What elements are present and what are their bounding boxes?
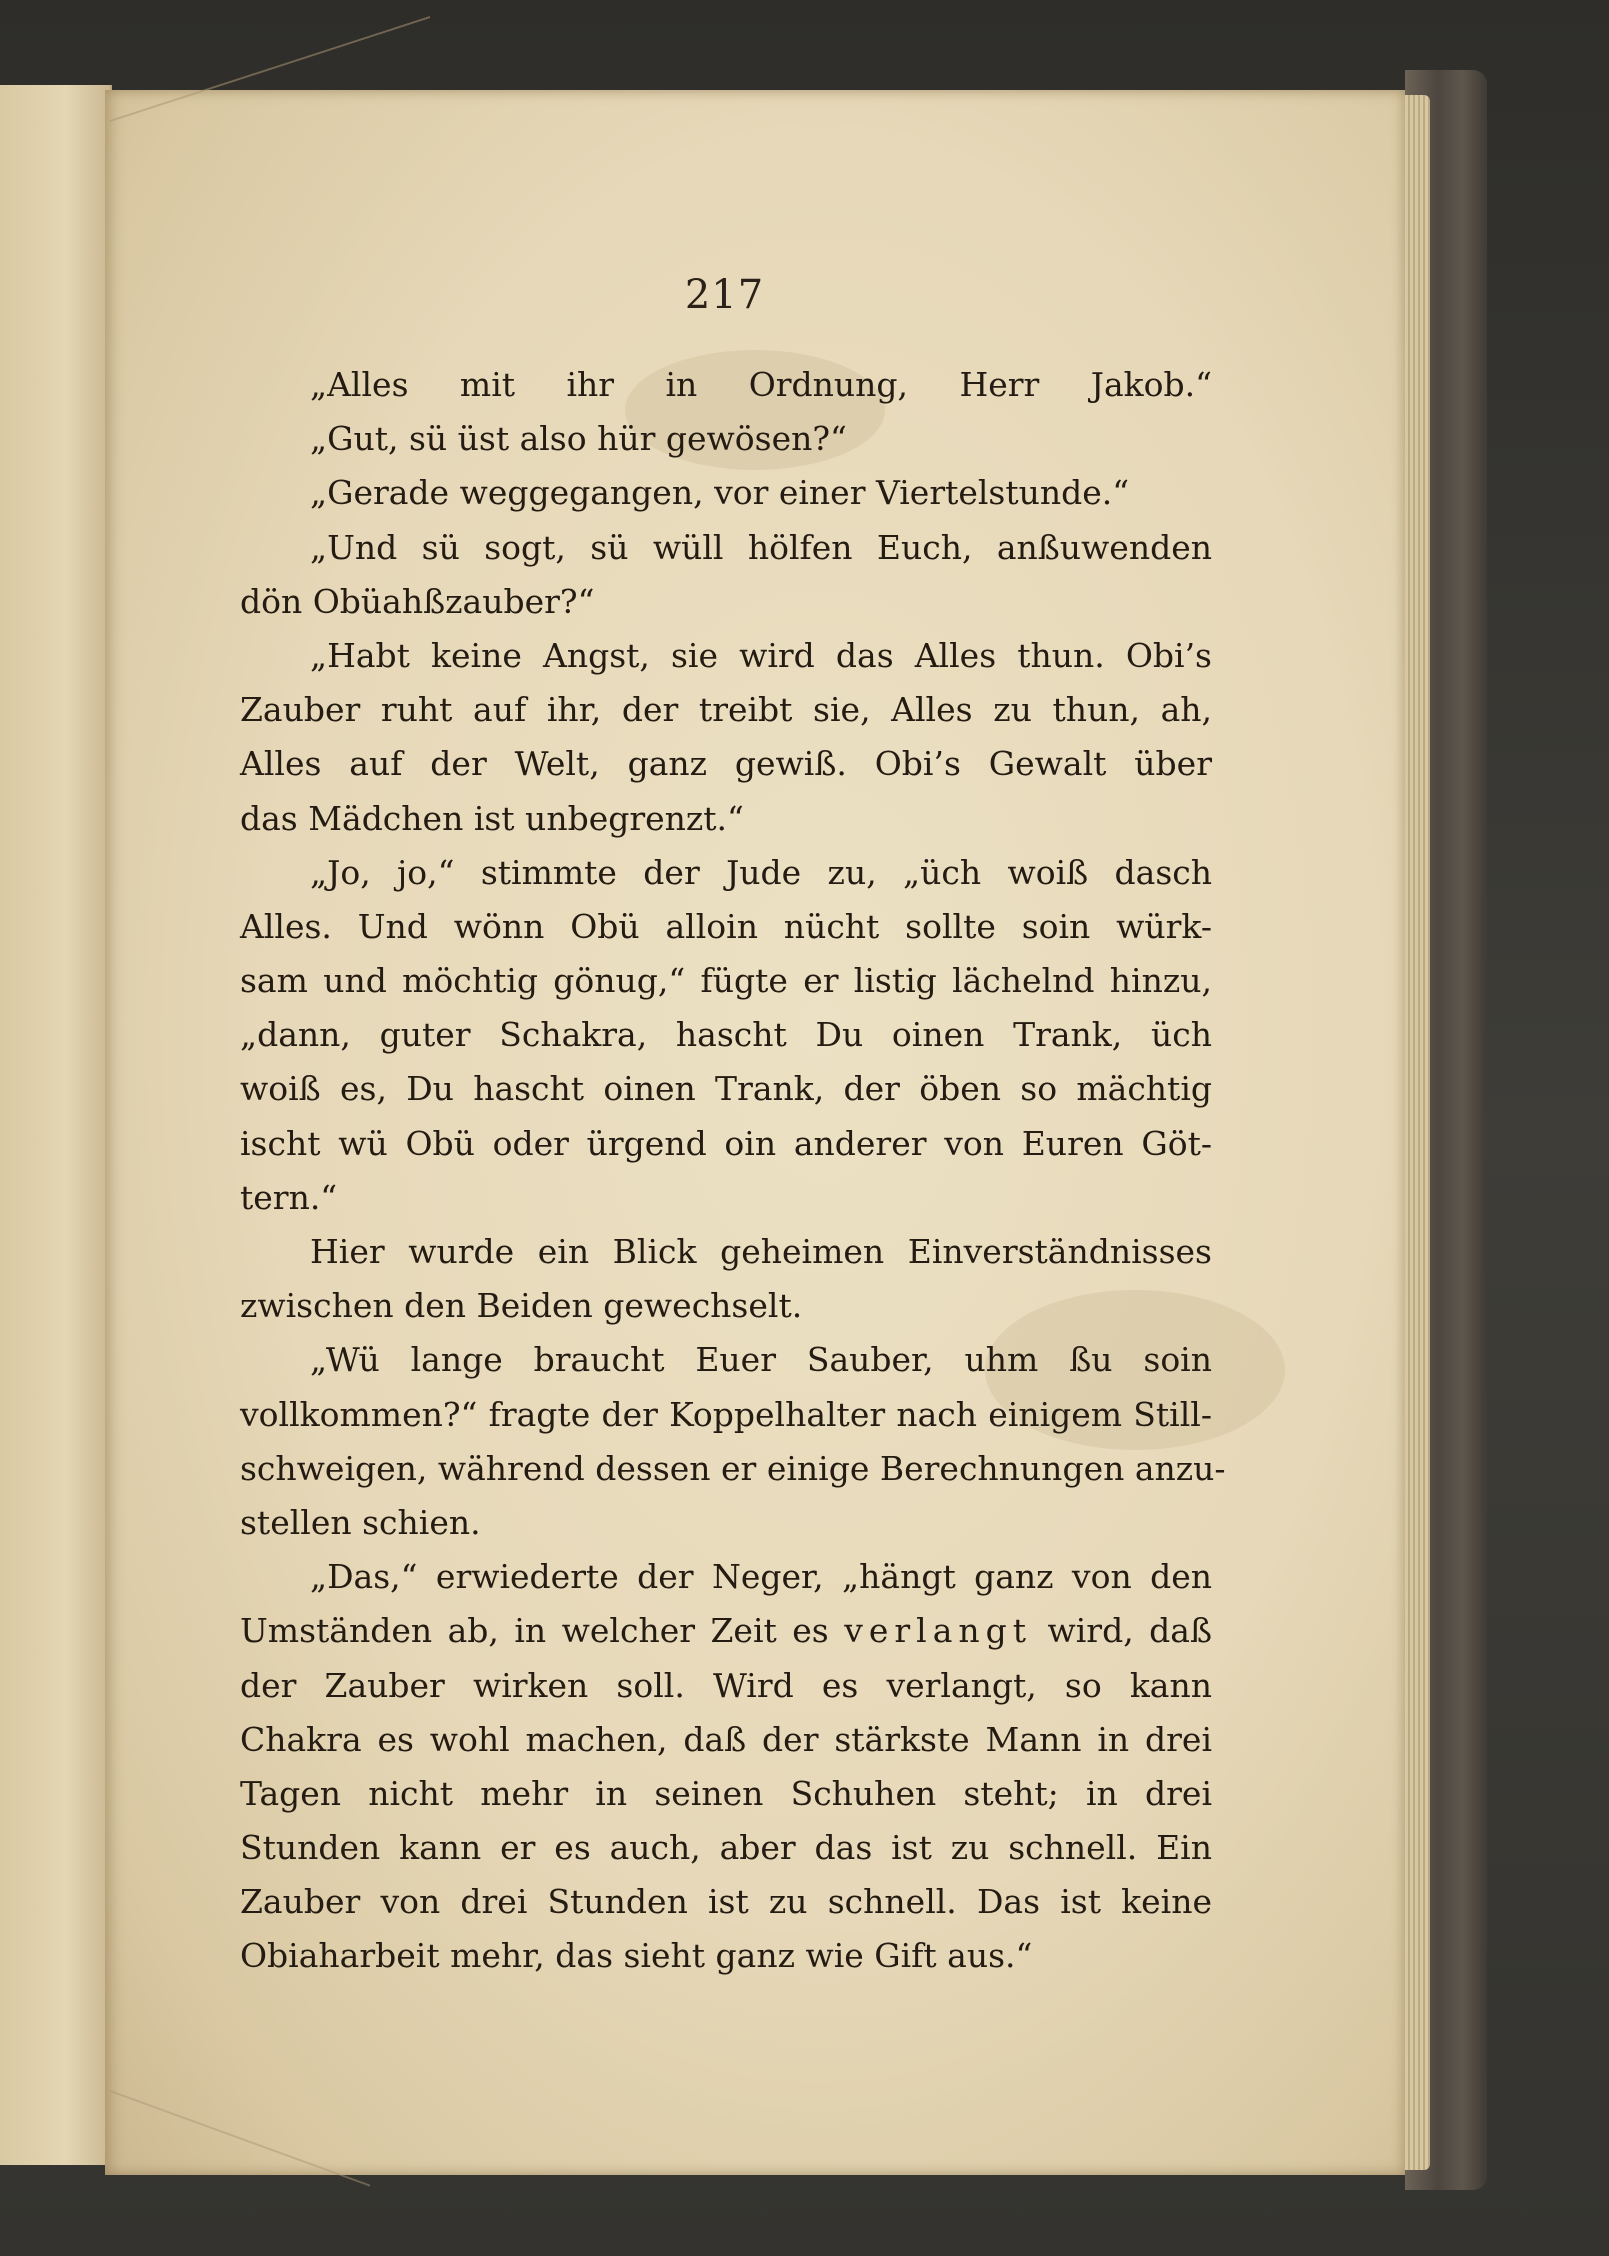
text-line: Zauber von drei Stunden ist zu schnell. Das ist keine (240, 1882, 1212, 1922)
text-line: „Gut, sü üst also hür gewösen?“ (310, 419, 847, 459)
text-segment: wird, daß (1047, 1611, 1213, 1651)
text-line: der Zauber wirken soll. Wird es verlangt, so kann (240, 1665, 1212, 1705)
text-line: Hier wurde ein Blick geheimen Einverständnisses (310, 1232, 1212, 1271)
text-line: zwischen den Beiden gewechselt. (240, 1286, 803, 1326)
text-line: Stunden kann er es auch, aber das ist zu schnell. Ein (240, 1828, 1212, 1868)
facing-page-edge (0, 85, 112, 2165)
text-line: „Und sü sogt, sü wüll hölfen Euch, anßuwenden (310, 527, 1212, 567)
text-line: ischt wü Obü oder ürgend oin anderer von Euren Göt- (240, 1123, 1212, 1163)
text-line: „Gerade weggegangen, vor einer Viertelstunde.“ (310, 473, 1130, 513)
text-segment: Umständen ab, in welcher Zeit es (240, 1611, 829, 1651)
text-line: woiß es, Du hascht oinen Trank, der öben so mächtig (240, 1069, 1212, 1109)
page-text (240, 358, 1226, 1984)
text-line: „Wü lange braucht Euer Sauber, uhm ßu soin (310, 1340, 1212, 1380)
text-line: tern.“ (240, 1177, 338, 1217)
text-line: stellen schien. (240, 1502, 481, 1542)
text-line: Tagen nicht mehr in seinen Schuhen steht; in drei (240, 1773, 1212, 1813)
text-line: „Das,“ erwiederte der Neger, „hängt ganz von den (310, 1557, 1212, 1597)
text-line: Alles. Und wönn Obü alloin nücht sollte soin würk- (240, 906, 1212, 946)
text-line: „Habt keine Angst, sie wird das Alles thun. Obi’s (310, 635, 1212, 675)
text-line: „dann, guter Schakra, hascht Du oinen Trank, üch (240, 1015, 1212, 1055)
text-line: vollkommen?“ fragte der Koppelhalter nach einigem Still- (240, 1394, 1212, 1434)
text-line: sam und möchtig gönug,“ fügte er listig lächelnd hinzu, (240, 961, 1212, 1001)
text-line: „Jo, jo,“ stimmte der Jude zu, „üch woiß dasch (310, 852, 1212, 892)
text-line: dön Obüahßzauber?“ (240, 581, 595, 621)
text-line: schweigen, während dessen er einige Berechnungen anzu- (240, 1448, 1226, 1488)
text-line: „Alles mit ihr in Ordnung, Herr Jakob.“ (310, 365, 1212, 404)
emphasized-word: verlangt (844, 1611, 1033, 1651)
text-line: Obiaharbeit mehr, das sieht ganz wie Gift aus.“ (240, 1936, 1033, 1976)
text-line: Zauber ruht auf ihr, der treibt sie, Alles zu thun, ah, (240, 690, 1212, 730)
page-number: 217 (684, 272, 765, 318)
text-line: Chakra es wohl machen, daß der stärkste Mann in drei (240, 1719, 1212, 1759)
text-line: Alles auf der Welt, ganz gewiß. Obi’s Gewalt über (240, 744, 1212, 784)
text-line-emphasis (240, 1604, 1212, 1658)
text-line: das Mädchen ist unbegrenzt.“ (240, 798, 744, 838)
